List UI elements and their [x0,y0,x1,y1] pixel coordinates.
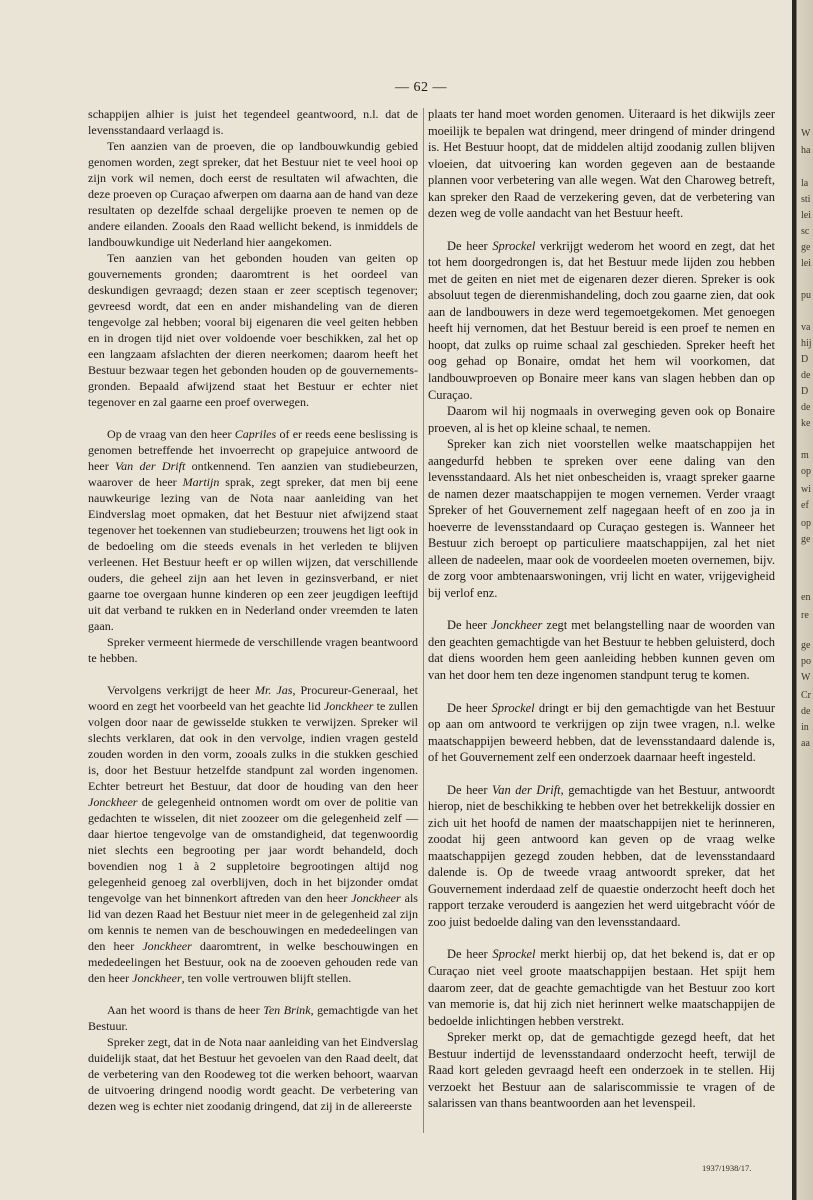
paragraph: Op de vraag van den heer Capriles of er reeds eene beslissing is genomen betreffende het invoerrecht op grapejuice antwoord de heer Van der Drift ontkennend. Ten aanzien van studiebeurzen, waarover de heer Martijn sprak, zegt spreker, dat men bij eene nauwkeurige lezing van de Nota naar aanleiding van het Eindverslag moet opmaken, dat het Bestuur niet afwijzend staat tegenover het toekennen van studiebeurzen; trouwens het ligt ook in de bedoeling om die steeds evenals in het verleden te blijven verleenen. Het Bestuur heeft er op willen wijzen, dat verschillende ouders, die geheel zijn aan het leven in gezinsverband, er niet gaarne toe overgaan hunne kinderen op een zeer jeugdigen leeftijd uit dat verband te rukken en in Nederland onder vreemden te laten gaan. [88,427,418,633]
edge-fragment: pu [801,290,811,301]
paragraph: De heer Sprockel merkt hierbij op, dat het bekend is, dat er op Curaçao niet veel groote maatschappijen bestaan. Het spijt hem daarom zeer, dat de geachte gemachtigde van het Bestuur zoo kort van memorie is, dat hij zich niet herinnert welke maatschappijen de bedoelde inlichtingen hebben verstrekt. [428,947,775,1028]
edge-fragment: in [801,722,809,733]
edge-fragment: ge [801,242,811,253]
paragraph: Ten aanzien van de proeven, die op landbouwkundig gebied genomen worden, zegt spreker, dat het Bestuur niet te veel hooi op zijn vork wil nemen, doch eerst de resultaten wil afwachten, die deze proeven op Curaçao afwerpen om daarna aan de hand van deze resultaten op dezelfde schaal dergelijke proeven te nemen op de andere eilanden. Zooals den Raad wellicht bekend, is inmiddels de landbouwkundige uit Nederland hier aangekomen. [88,139,418,249]
edge-fragment: lei [801,210,811,221]
edge-fragment: sc [801,226,810,237]
right-column [428,106,775,1112]
paragraph: De heer Sprockel verkrijgt wederom het woord en zegt, dat het tot hem doorgedrongen is, dat het Bestuur mede lijden zou hebben met de geiten en niet met de eigenaren dezer dieren. Spreker is ook absoluut tegen de dierenmishandeling, doch zou gaarne zien, dat ook aan de landbouwers in deze werd tegemoetgekomen. Met genoegen heeft hij vernomen, dat het Bestuur bereid is een proef te nemen en hoopt, dat zulks op ruime schaal zal geschieden. Spreker heeft het oog gehad op Bonaire, omdat het hem wil voorkomen, dat landbouwproeven op Bonaire meer kans van slagen hebben dan op Curaçao. [428,238,776,402]
paragraph: Daarom wil hij nogmaals in overweging geven ook op Bonaire proeven, al is het op kleine schaal, te nemen. [428,404,775,435]
edge-fragment: lei [801,258,811,269]
edge-fragment: aa [801,738,810,749]
edge-fragment: D [801,386,809,397]
footer-code: 1937/1938/17. [702,1163,752,1173]
edge-fragment: la [801,178,809,189]
edge-fragment: de [801,706,811,717]
left-column [88,106,418,1114]
paragraph: Spreker kan zich niet voorstellen welke maatschappijen het aangedurfd hebben te spreken over eene daling van den levensstandaard. Als het niet onbescheiden is, vraagt spreker gaarne de namen dezer maatschappijen te mogen vernemen. Verder vraagt Spreker of het Gouvernement zelf nagegaan heeft of en zoo ja in hoeverre de levensstandaard op Curaçao gestegen is. Wanneer het Bestuur zich beroept op particuliere maatschappijen, zal het niet alleen de nadeelen, maar ook de voordeelen moeten overnemen, bijv. de zorg voor ambtenaarswoningen, vrij licht en water, vrijgevigheid bij verlof enz. [428,437,775,600]
edge-fragment: Cr [801,690,811,701]
edge-fragment: ef [801,500,809,511]
paragraph: plaats ter hand moet worden genomen. Uiteraard is het dikwijls zeer moeilijk te bepalen wat dringend, meer dringend of minder dringend is. Het Bestuur hoopt, dat de middelen altijd zoodanig zullen blijven vloeien, dat uitvoering kan worden gegeven aan de bestaande plannen voor verbetering van alle wegen. Wat den Charoweg betreft, kan spreker den Raad de verzekering geven, dat de verbetering van dezen weg de volle aandacht van het Bestuur heeft. [428,107,775,221]
edge-fragment: W [801,128,811,139]
edge-fragment: re [801,610,809,621]
edge-fragment: hij [801,338,812,349]
edge-fragment: op [801,466,811,477]
paragraph: De heer Van der Drift, gemachtigde van het Bestuur, antwoordt hierop, niet de beschikking te hebben over het betrekkelijk dossier en zich uit het hoofd de namen der maatschappijen niet te herinneren, zoodat hij geen antwoord kan geven op de vraag welke maatschappijen gezegd zouden hebben, dat de levensstandaard dalende is. Op de tweede vraag antwoordt spreker, dat het Gouvernement inderdaad zelf de quaestie onderzocht heeft doch het rapport terzake verouderd is aangezien het werd uitgebracht vóór de zoo juist bedoelde daling van den levensstandaard. [428,782,775,929]
paragraph: Spreker vermeent hiermede de verschillende vragen beantwoord te hebben. [88,635,418,665]
edge-fragment: ge [801,534,811,545]
page-number: — 62 — [395,80,447,95]
edge-fragment: ge [801,640,811,651]
paragraph: Ten aanzien van het gebonden houden van geiten op gouvernements gronden; daaromtrent is het oordeel van deskundigen gevraagd; dezen staan er zeer sceptisch tegenover; gevreesd wordt, dat een en ander mishandeling van de dieren tengevolge zal hebben; vooral bij eigenaren die veel geiten hebben en in drogen tijd niet over voldoende voer beschikken, zal het op een langzaam afslachten der dieren neerkomen; daarom heeft het Bestuur bezwaar tegen het gebonden houden op de gouvernements-gronden. Bepaald afwijzend staat het Bestuur er echter niet tegenover en zal gaarne een proef overwegen. [88,251,418,409]
edge-fragment: ha [801,145,811,156]
paragraph: De heer Sprockel dringt er bij den gemachtigde van het Bestuur op aan om antwoord te verkrijgen op zijn twee vragen, n.l. welke maatschappijen beweerd hebben, dat de levensstandaard dalende is, of het Gouvernement zelf een onderzoek daarnaar heeft ingesteld. [428,700,775,765]
edge-fragment: va [801,322,811,333]
paragraph: De heer Jonckheer zegt met belangstelling naar de woorden van den geachten gemachtigde van het Bestuur te hebben geluisterd, doch dat diens woorden hem geen aanleiding hebben kunnen geven om van het door hem ten deze ingenomen standpunt terug te komen. [428,618,775,682]
edge-fragment: wi [801,484,811,495]
edge-fragment: D [801,354,809,365]
edge-fragment: sti [801,194,811,205]
adjacent-page-edge [792,0,813,1200]
paragraph: schappijen alhier is juist het tegendeel geantwoord, n.l. dat de levensstandaard verlaagd is. [88,107,418,137]
paragraph: Aan het woord is thans de heer Ten Brink, gemachtigde van het Bestuur. [88,1003,418,1033]
edge-fragment: po [801,656,811,667]
edge-fragment: de [801,370,811,381]
paragraph: Spreker merkt op, dat de gemachtigde gezegd heeft, dat het Bestuur indertijd de levensstandaard onderzocht heeft, terwijl de Raad kort geleden gevraagd heeft een onderzoek in te stellen. Hij verzoekt het Bestuur aan de salariscommissie te vragen of de salarissen van thans beantwoorden aan het levenspeil. [428,1030,775,1111]
paragraph: Vervolgens verkrijgt de heer Mr. Jas, Procureur-Generaal, het woord en zegt het voorbeeld van het geachte lid Jonckheer te zullen volgen door naar de gewisselde stukken te verwijzen. Spreker wil slechts verklaren, dat ook in den vervolge, indien vragen gesteld zouden worden in den vorm, zooals zulks in die stukken geschied is, door het Bestuur hetzelfde standpunt zal worden ingenomen. Echter betreurt het Bestuur, dat door de houding van den heer Jonckheer de gelegenheid ontnomen wordt om over de politie van gedachten te wisselen, dit niet zoozeer om die gelegenheid zelf — daar hiertoe tengevolge van de omstandigheid, dat tegenwoordig niet slechts een begrooting per jaar wordt behandeld, doch bovendien nog 1 à 2 suppletoire begrootingen altijd nog gelegenheid genoeg zal overblijven, doch in het bijzonder omdat tengevolge van het binnenkort aftreden van den heer Jonckheer als lid van dezen Raad het Bestuur niet meer in de gelegenheid zal zijn om kennis te nemen van de beschouwingen en mededeelingen van den heer Jonckheer daaromtrent, in welke beschouwingen en mededeelingen het Bestuur, ook na de zooeven gehouden rede van den heer Jonckheer, ten volle vertrouwen blijft stellen. [88,683,419,985]
edge-fragment: W [801,672,811,683]
edge-fragment: ke [801,418,811,429]
paragraph: Spreker zegt, dat in de Nota naar aanleiding van het Eindverslag duidelijk staat, dat het Bestuur het gevoelen van den Raad deelt, dat de verbetering van den Roodeweg tot die werken behoort, waarvan de uitvoering dringend noodig wordt geacht. De verbetering van dezen weg is echter niet zoodanig dringend, dat zij in de allereerste [88,1035,418,1113]
edge-fragment: op [801,518,811,529]
edge-fragment: de [801,402,811,413]
edge-fragment: m [801,450,809,461]
edge-fragment: en [801,592,811,603]
column-divider [423,108,424,1133]
